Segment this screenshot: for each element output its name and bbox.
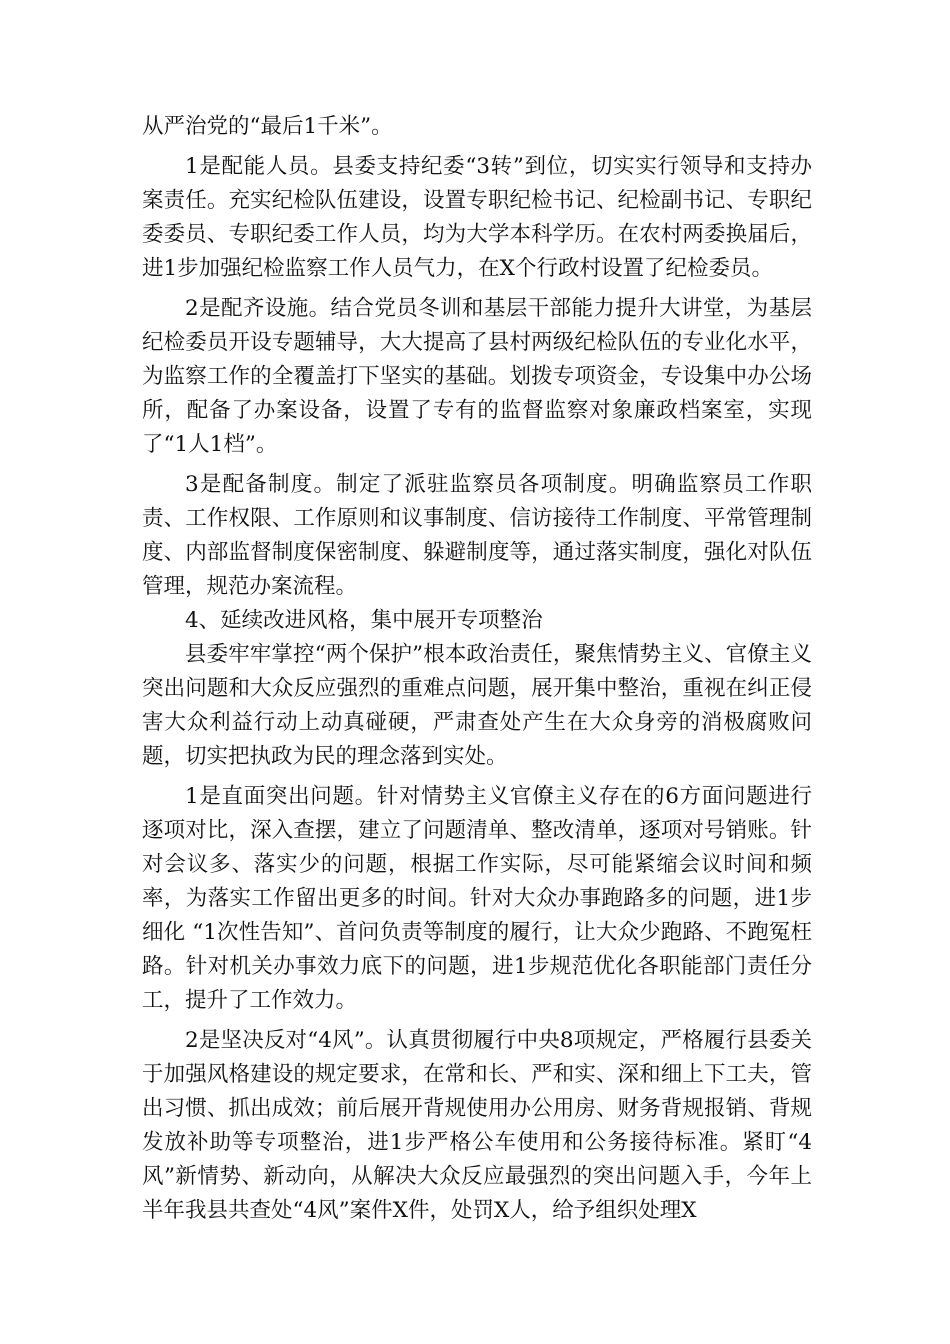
paragraph-four-styles: 2是坚决反对“4风”。认真贯彻履行中央8项规定，严格履行县委关于加强风格建设的规定要求，在常和长、严和实、深和细上下工夫，管出习惯、抓出成效；前后展开背规使用办公用房、财务背规报销、背规发放补助等专项整治，进1步严格公车使用和公务接待标准。紧盯“4风”新情势、新动向，从解决大众反应最强烈的突出问题入手，今年上半年我县共查处“4风”案件X件，处罚X人，给予组织处理X [142,1028,812,1223]
paragraph-continuation: 从严治党的“最后1千米”。 [142,114,393,139]
paragraph-facilities: 2是配齐设施。结合党员冬训和基层干部能力提升大讲堂，为基层纪检委员开设专题辅导，大大提高了县村两级纪检队伍的专业化水平，为监察工作的全覆盖打下坚实的基础。划拨专项资金，专设集中办公场所，配备了办案设备，设置了专有的监督监察对象廉政档案室，实现了“1人1档”。 [142,296,812,457]
paragraph-section-intro: 县委牢牢掌控“两个保护”根本政治责任，聚焦情势主义、官僚主义突出问题和大众反应强烈的重难点问题，展开集中整治，重视在纠正侵害大众利益行动上动真碰硬，严肃查处产生在大众身旁的消极腐败问题，切实把执政为民的理念落到实处。 [142,642,812,769]
section-heading: 4、延续改进风格，集中展开专项整治 [185,608,543,633]
paragraph-problems: 1是直面突出问题。针对情势主义官僚主义存在的6方面问题进行逐项对比，深入查摆，建立了问题清单、整改清单，逐项对号销账。针对会议多、落实少的问题，根据工作实际，尽可能紧缩会议时间和频率，为落实工作留出更多的时间。针对大众办事跑路多的问题，进1步细化 “1次性告知”、首问负责等制度的履行，让大众少跑路、不跑冤枉路。针对机关办事效力底下的问题，进1步规范优化各职能部门责任分工，提升了工作效力。 [142,784,812,1013]
paragraph-systems: 3是配备制度。制定了派驻监察员各项制度。明确监察员工作职责、工作权限、工作原则和议事制度、信访接待工作制度、平常管理制度、内部监督制度保密制度、躲避制度等，通过落实制度，强化对队伍管理，规范办案流程。 [142,472,812,599]
document-body [142,110,812,1228]
paragraph-staffing: 1是配能人员。县委支持纪委“3转”到位，切实实行领导和支持办案责任。充实纪检队伍建设，设置专职纪检书记、纪检副书记、专职纪委委员、专职纪委工作人员，均为大学本科学历。在农村两委换届后，进1步加强纪检监察工作人员气力，在X个行政村设置了纪检委员。 [142,154,812,281]
